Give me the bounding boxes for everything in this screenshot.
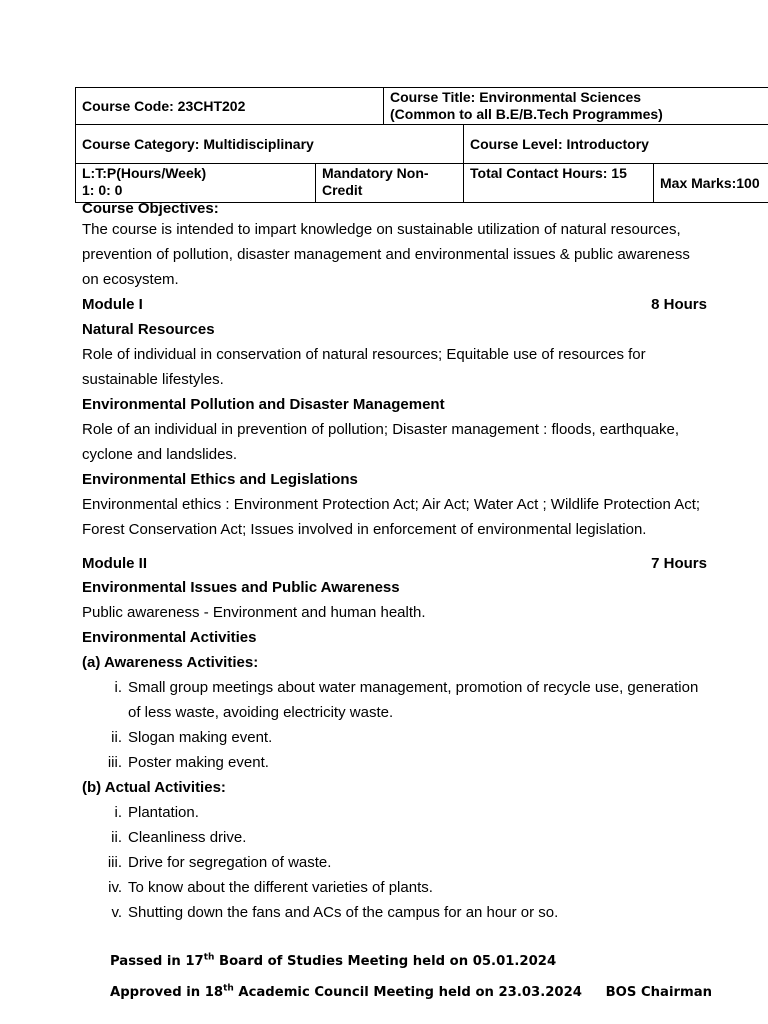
list-text: Cleanliness drive. xyxy=(128,829,247,846)
approved-text-pre: Approved in 18 xyxy=(110,985,224,1000)
list-text: Plantation. xyxy=(128,804,199,821)
section-text: Role of an individual in prevention of pollution; Disaster management : floods, earthquake, cyclone and landslides. xyxy=(82,421,680,463)
list-number: iii. xyxy=(107,754,122,771)
module2-title: Module II xyxy=(82,555,147,572)
max-marks-cell: Max Marks:100 xyxy=(654,164,768,203)
section-text: Environmental ethics : Environment Protection Act; Air Act; Water Act ; Wildlife Protection Act; Forest Conservation Act; Issues involved in enforcement of environmental legislation. xyxy=(82,496,701,538)
actual-heading: (b) Actual Activities: xyxy=(82,779,226,796)
course-title-line1: Course Title: Environmental Sciences xyxy=(390,89,642,105)
awareness-list xyxy=(82,675,707,775)
list-number: iii. xyxy=(107,854,122,871)
list-text: To know about the different varieties of plants. xyxy=(128,879,433,896)
list-item xyxy=(82,875,707,900)
list-number: i. xyxy=(114,679,122,696)
issues-heading: Environmental Issues and Public Awareness xyxy=(82,579,400,596)
list-text: Drive for segregation of waste. xyxy=(128,854,332,871)
section-heading: Environmental Ethics and Legislations xyxy=(82,471,358,488)
passed-text-post: Board of Studies Meeting held on 05.01.2024 xyxy=(214,954,557,969)
syllabus-body xyxy=(82,201,707,925)
section-heading: Natural Resources xyxy=(82,321,215,338)
mandatory-line2: Credit xyxy=(322,182,363,198)
passed-ordinal: th xyxy=(203,952,215,963)
list-number: i. xyxy=(114,804,122,821)
approved-footer-line xyxy=(110,985,712,1000)
total-contact-hours-cell: Total Contact Hours: 15 xyxy=(464,164,654,203)
list-number: ii. xyxy=(111,829,122,846)
passed-footer-line xyxy=(110,954,712,969)
activities-heading: Environmental Activities xyxy=(82,629,257,646)
list-item xyxy=(82,825,707,850)
module2-header xyxy=(82,553,707,575)
list-number: iv. xyxy=(108,879,122,896)
course-title-cell xyxy=(384,88,768,125)
module1-header xyxy=(82,292,707,317)
course-level-cell: Course Level: Introductory xyxy=(464,125,768,164)
actual-list xyxy=(82,800,707,925)
objectives-title: Course Objectives: xyxy=(82,200,219,217)
list-number: ii. xyxy=(111,729,122,746)
list-text: Shutting down the fans and ACs of the campus for an hour or so. xyxy=(128,904,559,921)
list-text: Slogan making event. xyxy=(128,729,273,746)
course-title-line2: (Common to all B.E/B.Tech Programmes) xyxy=(390,106,663,122)
awareness-heading: (a) Awareness Activities: xyxy=(82,654,259,671)
list-item xyxy=(82,725,707,750)
ltp-label: L:T:P(Hours/Week) xyxy=(82,165,207,181)
list-item xyxy=(82,750,707,775)
list-item xyxy=(82,900,707,925)
module1-hours: 8 Hours xyxy=(651,296,707,313)
passed-text-pre: Passed in 17 xyxy=(110,954,204,969)
section-text: Role of individual in conservation of natural resources; Equitable use of resources for sustainable lifestyles. xyxy=(82,346,646,388)
list-item xyxy=(82,800,707,825)
list-item xyxy=(82,850,707,875)
section-heading: Environmental Pollution and Disaster Management xyxy=(82,396,445,413)
ltp-cell xyxy=(76,164,316,203)
ltp-value: 1: 0: 0 xyxy=(82,182,123,198)
approved-ordinal: th xyxy=(223,983,234,994)
list-text: Small group meetings about water management, promotion of recycle use, generation of less waste, avoiding electricity waste. xyxy=(128,679,699,721)
list-item xyxy=(82,675,707,725)
bos-chairman-label: BOS Chairman xyxy=(605,985,712,1000)
module2-hours: 7 Hours xyxy=(651,555,707,572)
approved-text-post: Academic Council Meeting held on 23.03.2024 xyxy=(233,985,582,1000)
mandatory-line1: Mandatory Non- xyxy=(322,165,429,181)
list-text: Poster making event. xyxy=(128,754,269,771)
module1-title: Module I xyxy=(82,296,143,313)
list-number: v. xyxy=(111,904,122,921)
objectives-text: The course is intended to impart knowledge on sustainable utilization of natural resources, prevention of pollution, disaster management and environmental issues & public awareness on ecosystem. xyxy=(82,221,690,288)
course-header-table xyxy=(75,87,768,203)
approved-text xyxy=(110,985,582,1000)
issues-text: Public awareness - Environment and human health. xyxy=(82,604,426,621)
mandatory-cell xyxy=(316,164,464,203)
course-category-cell: Course Category: Multidisciplinary xyxy=(76,125,464,164)
course-code-cell: Course Code: 23CHT202 xyxy=(76,88,384,125)
